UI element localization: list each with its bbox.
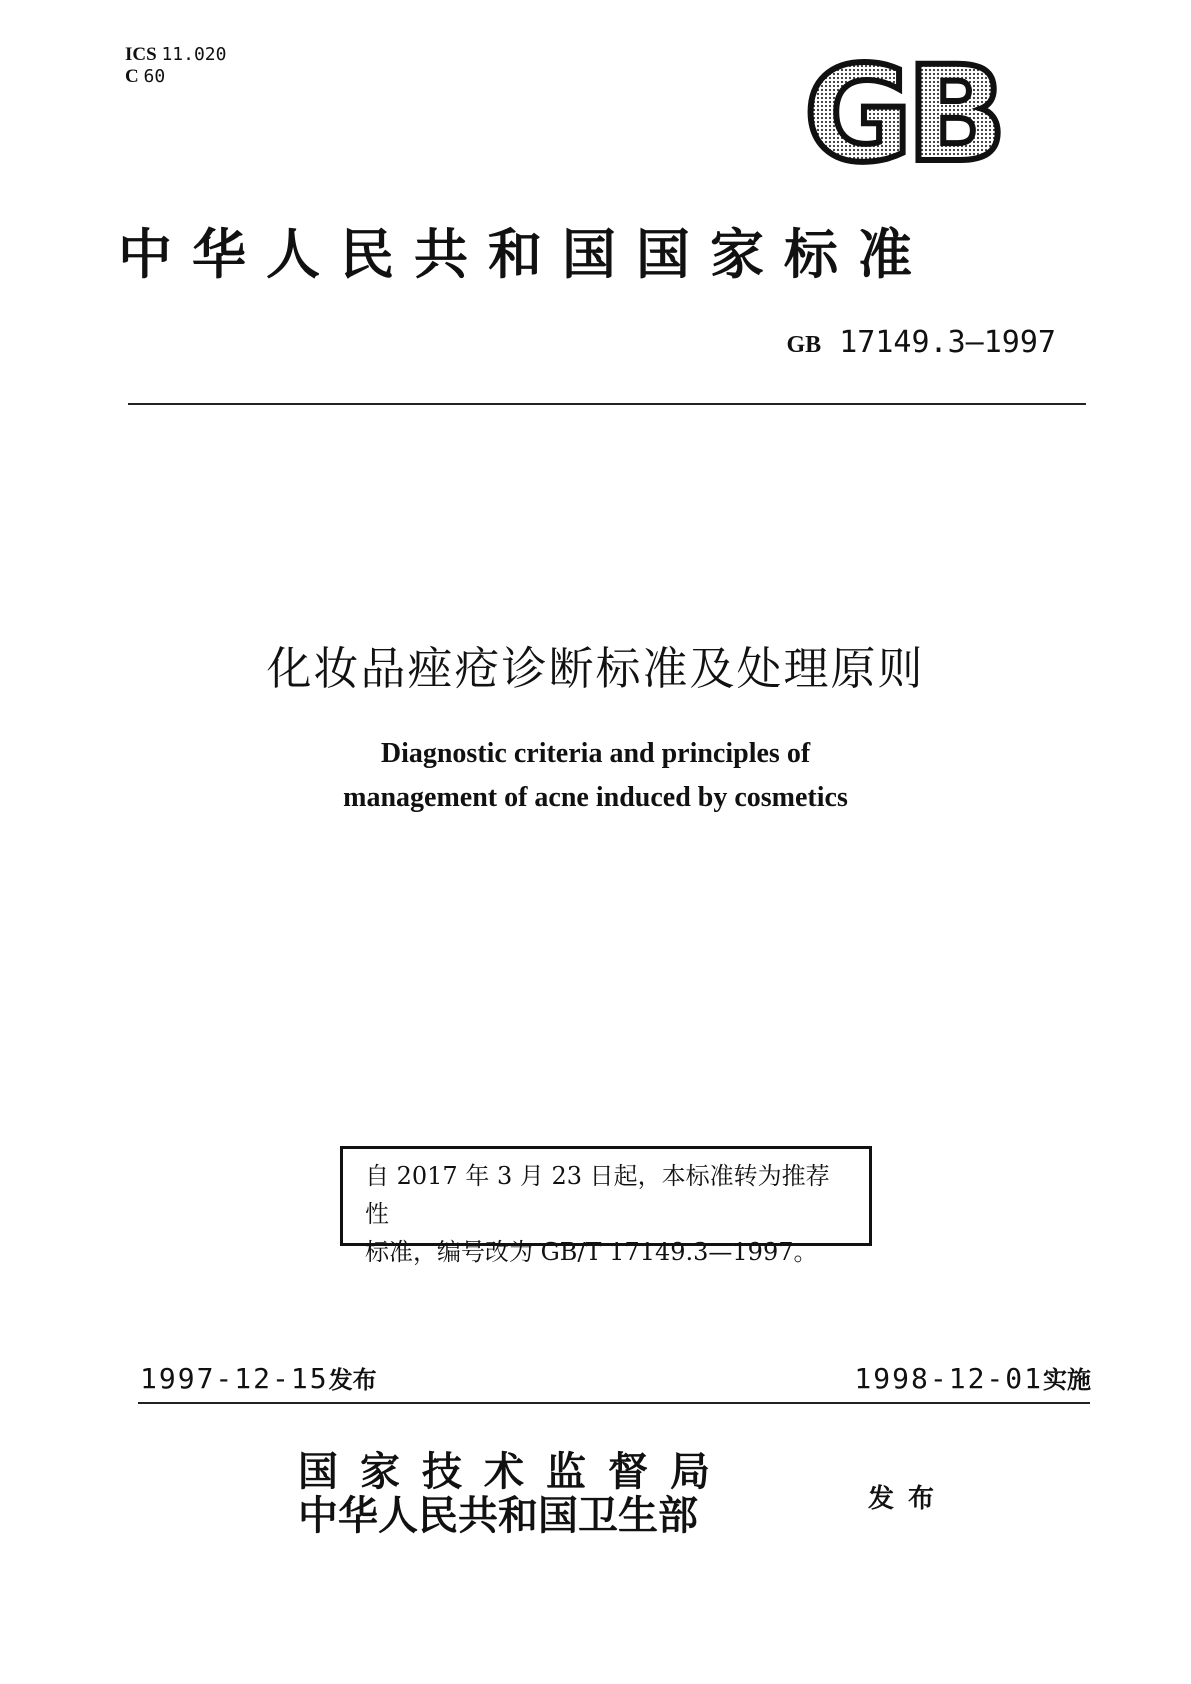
ics-code: 11.020 <box>161 44 227 65</box>
classification-codes <box>125 44 226 88</box>
gb-logo-text: GB <box>804 52 1001 178</box>
footer-divider <box>138 1402 1090 1404</box>
ccs-code: 60 <box>143 66 166 87</box>
issuer-line-2: 中华人民共和国卫生部 <box>298 1492 698 1539</box>
status-notice-box <box>340 1146 872 1266</box>
standard-code: 17149.3—1997 <box>839 325 1056 360</box>
ics-line <box>125 44 226 66</box>
effective-date <box>854 1360 1091 1395</box>
issuer-line-1: 国家技术监督局 <box>298 1448 732 1495</box>
issue-date <box>140 1360 377 1395</box>
effective-date-word: 实施 <box>1043 1366 1091 1394</box>
standard-prefix: GB <box>786 332 822 358</box>
notice-line-2: 标准，编号改为 GB/T 17149.3—1997。 <box>365 1238 818 1266</box>
english-title-line-2: management of acne induced by cosmetics <box>343 782 848 813</box>
ccs-label: C <box>125 66 139 87</box>
chinese-title: 化妆品痤疮诊断标准及处理原则 <box>266 642 925 695</box>
gb-logo <box>800 52 1012 178</box>
issuing-authorities <box>298 1450 732 1538</box>
english-title <box>0 732 1191 820</box>
english-title-line-1: Diagnostic criteria and principles of <box>380 738 811 769</box>
issuer-issue-word: 发布 <box>868 1484 949 1514</box>
ccs-line <box>125 66 226 88</box>
issue-date-word: 发布 <box>328 1366 377 1394</box>
standard-number <box>787 325 1057 360</box>
national-standard-title: 中华人民共和国国家标准 <box>118 222 932 286</box>
notice-line-1: 自 2017 年 3 月 23 日起，本标准转为推荐性 <box>365 1162 830 1228</box>
issue-date-value: 1997-12-15 <box>140 1362 329 1395</box>
effective-date-value: 1998-12-01 <box>854 1362 1043 1395</box>
header-divider <box>128 403 1086 405</box>
ics-label: ICS <box>125 44 157 65</box>
